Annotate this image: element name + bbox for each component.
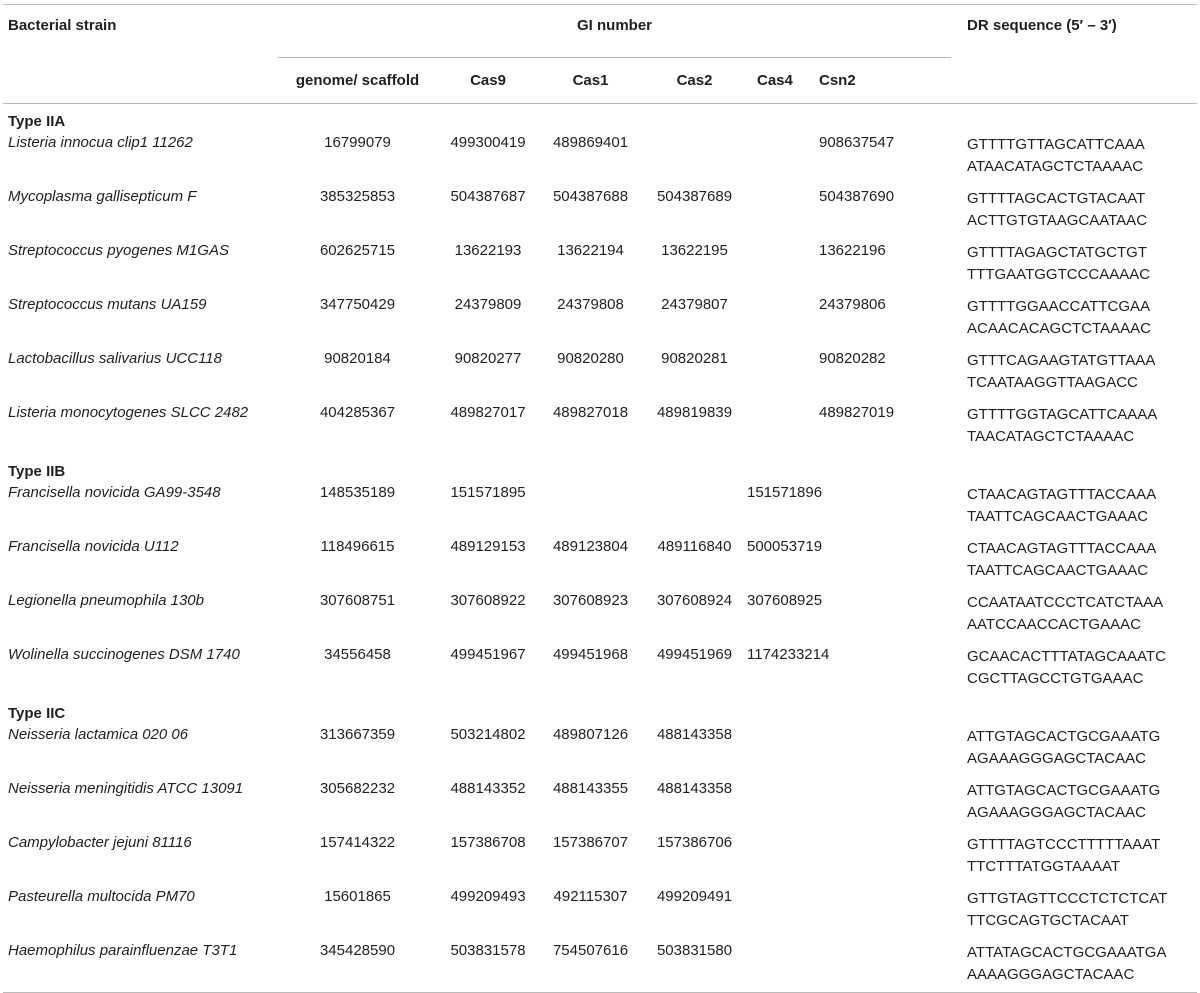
table-body: [3, 104, 1197, 993]
cas4-cell: 307608925: [747, 592, 823, 609]
group-row: [3, 454, 1197, 480]
dr-sequence-line: TTCGCAGTGCTACAAT: [967, 912, 1129, 929]
header-cas2: Cas2: [676, 72, 713, 89]
strain-cell: Wolinella succinogenes DSM 1740: [8, 646, 240, 663]
cas1-cell: 489827018: [552, 404, 629, 421]
cas1-cell: [539, 480, 642, 534]
dr-sequence-line: GCAACACTTTATAGCAAATC: [967, 648, 1166, 665]
cas2-cell: 157386706: [656, 834, 733, 851]
cas2-cell: 504387689: [656, 188, 733, 205]
strain-cell: Campylobacter jejuni 81116: [8, 834, 192, 851]
header-csn2: Csn2: [819, 72, 856, 89]
header-genome-scaffold: genome/ scaffold: [295, 72, 420, 89]
dr-sequence-line: ATAACATAGCTCTAAAAC: [967, 158, 1144, 175]
dr-sequence-line: TTCTTTATGGTAAAAT: [967, 858, 1121, 875]
group-label: Type IIC: [8, 704, 66, 722]
cas-gi-table: [3, 4, 1197, 993]
genome-cell: 118496615: [320, 538, 395, 555]
table-row: [3, 884, 1197, 938]
dr-sequence-line: GTTTTGTTAGCATTCAAA: [967, 136, 1145, 153]
table-row: [3, 588, 1197, 642]
dr-sequence-line: ATTGTAGCACTGCGAAATG: [967, 728, 1161, 745]
table-row: [3, 938, 1197, 993]
header-dr-sequence: DR sequence (5′ – 3′): [951, 5, 1197, 104]
dr-sequence-line: GTTTCAGAAGTATGTTAAA: [967, 352, 1156, 369]
cas4-cell: [747, 400, 809, 454]
cas4-cell: [747, 238, 809, 292]
dr-sequence-cell: [951, 534, 1197, 588]
cas2-cell: 307608924: [656, 592, 733, 609]
cas2-cell: 503831580: [642, 938, 747, 993]
dr-sequence-line: CTAACAGTAGTTTACCAAA: [967, 540, 1157, 557]
cas1-cell: 157386707: [552, 834, 629, 851]
genome-cell: 90820184: [324, 350, 391, 367]
cas2-cell: 13622195: [661, 242, 728, 259]
cas4-cell: [747, 776, 809, 830]
cas2-cell: 499209491: [656, 888, 733, 905]
cas1-cell: 489123804: [552, 538, 629, 555]
genome-cell: 15601865: [324, 888, 391, 905]
strain-cell: Listeria innocua clip1 11262: [8, 134, 193, 151]
cas9-cell: 157386708: [450, 834, 526, 851]
dr-sequence-line: GTTTTAGAGCTATGCTGT: [967, 244, 1147, 261]
cas9-cell: 499300419: [450, 134, 526, 151]
cas9-cell: 489827017: [450, 404, 526, 421]
strain-cell: Streptococcus pyogenes M1GAS: [8, 242, 229, 259]
header-cas4: Cas4: [757, 72, 793, 89]
csn2-cell: [809, 722, 951, 776]
dr-sequence-cell: [951, 480, 1197, 534]
cas9-cell: 489129153: [450, 538, 526, 555]
cas4-cell: [747, 938, 809, 993]
dr-sequence-cell: [951, 184, 1197, 238]
cas2-cell: 499451969: [656, 646, 733, 663]
cas1-cell: 13622194: [557, 242, 624, 259]
strain-cell: Mycoplasma gallisepticum F: [8, 188, 197, 205]
dr-sequence-line: GTTGTAGTTCCCTCTCTCAT: [967, 890, 1168, 907]
cas9-cell: 499209493: [450, 888, 526, 905]
cas9-cell: 503214802: [450, 726, 526, 743]
group-row: [3, 696, 1197, 722]
cas1-cell: 489807126: [552, 726, 629, 743]
dr-sequence-line: ACTTGTGTAAGCAATAAC: [967, 212, 1148, 229]
strain-cell: Francisella novicida GA99-3548: [8, 484, 221, 501]
cas1-cell: 24379808: [557, 296, 624, 313]
dr-sequence-cell: [951, 722, 1197, 776]
cas1-cell: 504387688: [552, 188, 629, 205]
group-row: [3, 104, 1197, 131]
table-row: [3, 238, 1197, 292]
strain-cell: Francisella novicida U112: [8, 538, 179, 555]
strain-cell: Lactobacillus salivarius UCC118: [8, 350, 222, 367]
table-row: [3, 346, 1197, 400]
dr-sequence-cell: [951, 588, 1197, 642]
cas4-cell: 1174233214: [747, 646, 830, 663]
dr-sequence-line: CCAATAATCCCTCATCTAAA: [967, 594, 1164, 611]
dr-sequence-cell: [951, 292, 1197, 346]
group-label: Type IIA: [8, 112, 66, 130]
dr-sequence-cell: [951, 238, 1197, 292]
strain-cell: Neisseria meningitidis ATCC 13091: [8, 780, 244, 797]
csn2-cell: 504387690: [819, 188, 895, 205]
dr-sequence-line: GTTTTAGCACTGTACAAT: [967, 190, 1146, 207]
strain-cell: Streptococcus mutans UA159: [8, 296, 207, 313]
cas4-cell: [747, 292, 809, 346]
cas2-cell: 488143358: [656, 780, 733, 797]
genome-cell: 347750429: [319, 296, 396, 313]
cas4-cell: [747, 722, 809, 776]
cas9-cell: 504387687: [450, 188, 526, 205]
cas4-cell: [747, 830, 809, 884]
genome-cell: 345428590: [278, 938, 437, 993]
cas4-cell: [747, 884, 809, 938]
table-row: [3, 534, 1197, 588]
strain-cell: Neisseria lactamica 020 06: [8, 726, 189, 743]
cas9-cell: 151571895: [450, 484, 526, 501]
strain-cell: Legionella pneumophila 130b: [8, 592, 204, 609]
header-gi-number: GI number: [278, 5, 951, 58]
cas2-cell: 488143358: [656, 726, 733, 743]
header-bacterial-strain: Bacterial strain: [3, 5, 278, 104]
strain-cell: Haemophilus parainfluenzae T3T1: [3, 938, 278, 993]
dr-sequence-line: TCAATAAGGTTAAGACC: [967, 374, 1138, 391]
dr-sequence-line: CGCTTAGCCTGTGAAAC: [967, 670, 1144, 687]
csn2-cell: [809, 884, 951, 938]
cas9-cell: 13622193: [454, 242, 522, 259]
cas1-cell: 488143355: [552, 780, 629, 797]
csn2-cell: [809, 480, 951, 534]
dr-sequence-line: ATTATAGCACTGCGAAATGA: [967, 944, 1167, 961]
table-row: [3, 480, 1197, 534]
dr-sequence-line: TAATTCAGCAACTGAAAC: [967, 562, 1149, 579]
csn2-cell: [809, 588, 951, 642]
strain-cell: Listeria monocytogenes SLCC 2482: [8, 404, 249, 421]
genome-cell: 602625715: [319, 242, 396, 259]
header-cas9: Cas9: [470, 72, 506, 89]
cas2-cell: 90820281: [661, 350, 728, 367]
csn2-cell: 90820282: [819, 350, 886, 367]
cas9-cell: 503831578: [437, 938, 539, 993]
table-row: [3, 400, 1197, 454]
genome-cell: 307608751: [319, 592, 396, 609]
cas2-cell: [642, 480, 747, 534]
table-row: [3, 130, 1197, 184]
genome-cell: 313667359: [319, 726, 396, 743]
dr-sequence-cell: [951, 884, 1197, 938]
csn2-cell: [809, 642, 951, 696]
dr-sequence-line: GTTTTAGTCCCTTTTTAAAT: [967, 836, 1161, 853]
table-row: [3, 642, 1197, 696]
genome-cell: 305682232: [319, 780, 396, 797]
dr-sequence-line: ATTGTAGCACTGCGAAATG: [967, 782, 1161, 799]
dr-sequence-line: AGAAAGGGAGCTACAAC: [967, 804, 1146, 821]
table-row: [3, 292, 1197, 346]
cas9-cell: 488143352: [450, 780, 526, 797]
cas1-cell: 499451968: [552, 646, 629, 663]
cas1-cell: 489869401: [552, 134, 629, 151]
cas1-cell: 307608923: [552, 592, 629, 609]
dr-sequence-cell: [951, 642, 1197, 696]
dr-sequence-line: AGAAAGGGAGCTACAAC: [967, 750, 1146, 767]
cas2-cell: 489819839: [656, 404, 733, 421]
dr-sequence-cell: [951, 346, 1197, 400]
genome-cell: 34556458: [324, 646, 391, 663]
csn2-cell: [809, 938, 951, 993]
cas9-cell: 499451967: [450, 646, 526, 663]
cas9-cell: 90820277: [454, 350, 522, 367]
cas4-cell: 151571896: [747, 484, 823, 501]
dr-sequence-line: CTAACAGTAGTTTACCAAA: [967, 486, 1157, 503]
genome-cell: 404285367: [319, 404, 396, 421]
table-row: [3, 184, 1197, 238]
cas4-cell: [747, 346, 809, 400]
dr-sequence-line: GTTTTGGAACCATTCGAA: [967, 298, 1151, 315]
dr-sequence-line: TAATTCAGCAACTGAAAC: [967, 508, 1149, 525]
dr-sequence-line: AATCCAACCACTGAAAC: [967, 616, 1141, 633]
genome-cell: 16799079: [324, 134, 391, 151]
cas1-cell: 754507616: [539, 938, 642, 993]
dr-sequence-line: TTTGAATGGTCCCAAAAC: [967, 266, 1151, 283]
cas4-cell: 500053719: [747, 538, 823, 555]
genome-cell: 148535189: [319, 484, 396, 501]
table-row: [3, 776, 1197, 830]
cas2-cell: 489116840: [657, 538, 732, 555]
cas9-cell: 307608922: [450, 592, 526, 609]
csn2-cell: 908637547: [819, 134, 895, 151]
dr-sequence-cell: [951, 938, 1197, 993]
dr-sequence-cell: [951, 830, 1197, 884]
cas4-cell: [747, 130, 809, 184]
dr-sequence-line: ACAACACAGCTCTAAAAC: [967, 320, 1151, 337]
dr-sequence-cell: [951, 776, 1197, 830]
csn2-cell: [809, 534, 951, 588]
cas2-cell: 24379807: [661, 296, 728, 313]
table-row: [3, 722, 1197, 776]
dr-sequence-line: GTTTTGGTAGCATTCAAAA: [967, 406, 1158, 423]
header-cas1: Cas1: [572, 72, 609, 89]
cas9-cell: 24379809: [454, 296, 522, 313]
csn2-cell: 13622196: [819, 242, 886, 259]
genome-cell: 385325853: [319, 188, 396, 205]
csn2-cell: 489827019: [819, 404, 895, 421]
csn2-cell: [809, 830, 951, 884]
dr-sequence-cell: [951, 130, 1197, 184]
cas1-cell: 90820280: [557, 350, 624, 367]
cas4-cell: [747, 184, 809, 238]
table-row: [3, 830, 1197, 884]
group-label: Type IIB: [8, 462, 66, 480]
cas1-cell: 492115307: [553, 888, 628, 905]
cas2-cell: [642, 130, 747, 184]
genome-cell: 157414322: [319, 834, 396, 851]
dr-sequence-cell: [951, 400, 1197, 454]
strain-cell: Pasteurella multocida PM70: [8, 888, 195, 905]
csn2-cell: [809, 776, 951, 830]
csn2-cell: 24379806: [819, 296, 886, 313]
dr-sequence-line: AAAAGGGAGCTACAAC: [967, 966, 1135, 983]
dr-sequence-line: TAACATAGCTCTAAAAC: [967, 428, 1135, 445]
